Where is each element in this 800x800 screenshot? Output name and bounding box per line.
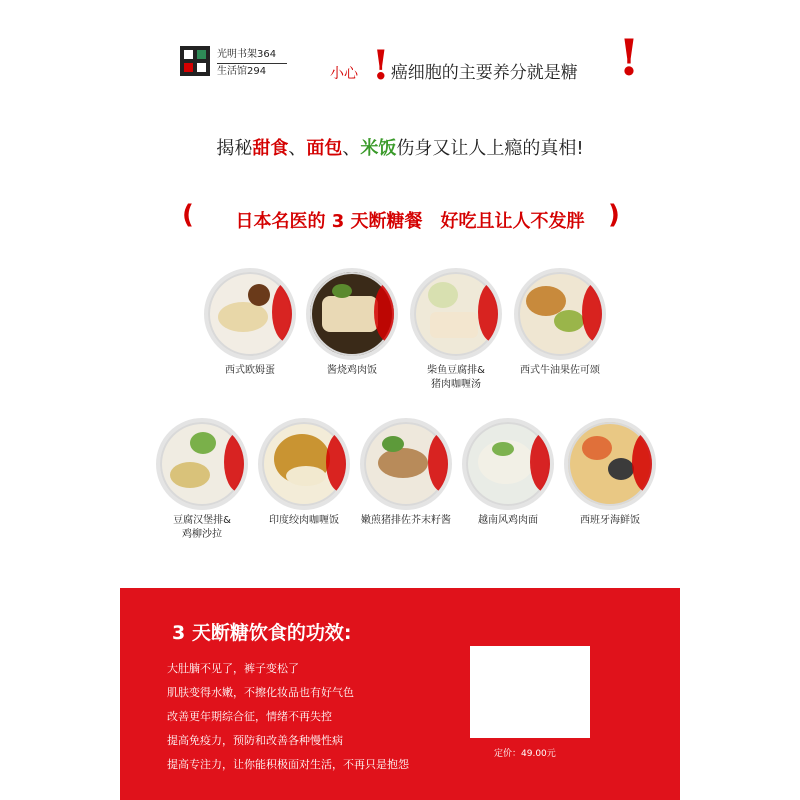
dish-caption: 西班牙海鲜饭: [580, 515, 640, 526]
panel-title: 3 天断糖饮食的功效:: [172, 622, 352, 644]
benefits-panel: [120, 588, 680, 800]
headline: [330, 58, 578, 83]
dish-caption: 酱烧鸡肉饭: [327, 365, 377, 376]
headline-prefix: 小心: [330, 66, 358, 82]
headline-main: 癌细胞的主要养分就是糖: [390, 63, 578, 83]
exclamation-icon: !: [372, 42, 390, 89]
dish-photo: [360, 418, 452, 510]
subtitle: [0, 134, 800, 160]
dish-caption: 豆腐汉堡排& 鸡柳沙拉: [173, 515, 231, 540]
dish-photo: [514, 268, 606, 360]
benefit-item: 肌肤变得水嫩，不擦化妆品也有好气色: [167, 686, 354, 699]
dish-photo: [462, 418, 554, 510]
dish-photo: [258, 418, 350, 510]
series-line-1: 光明书架364: [217, 49, 277, 60]
dish-photo: [204, 268, 296, 360]
series-label: [217, 48, 287, 79]
dish-card: [396, 268, 516, 392]
dish-caption: 西式欧姆蛋: [225, 365, 275, 376]
subtitle-highlight-bread: 面包: [306, 138, 343, 159]
subtitle-separator: 、: [288, 138, 307, 159]
dish-photo: [564, 418, 656, 510]
dish-caption: 柴鱼豆腐排& 猪肉咖喱汤: [427, 365, 485, 390]
subtitle-text: 伤身又让人上瘾的真相!: [396, 138, 584, 159]
banner: 日本名医的 3 天断糖餐 好吃且让人不发胖: [235, 211, 585, 232]
subtitle-separator: 、: [342, 138, 361, 159]
dish-photo: [410, 268, 502, 360]
dish-caption: 嫩煎猪排佐芥末籽酱: [361, 515, 451, 526]
price-label: 定价：49.00元: [494, 749, 556, 759]
dish-photo: [156, 418, 248, 510]
benefit-item: 提高免疫力，预防和改善各种慢性病: [167, 734, 343, 747]
benefit-item: 大肚腩不见了，裤子变松了: [167, 662, 299, 675]
subtitle-highlight-rice: 米饭: [360, 138, 397, 159]
subtitle-highlight-sweets: 甜食: [252, 138, 289, 159]
subtitle-text: 揭秘: [216, 138, 253, 159]
exclamation-icon: !: [618, 28, 640, 87]
dish-card: [292, 268, 412, 378]
right-bracket: ): [608, 200, 620, 230]
series-divider: [217, 63, 287, 64]
benefit-item: 提高专注力，让你能积极面对生活，不再只是抱怨: [167, 758, 409, 771]
benefit-item: 改善更年期综合征，情绪不再失控: [167, 710, 332, 723]
dish-card: [500, 268, 620, 378]
dish-caption: 印度绞肉咖喱饭: [269, 515, 339, 526]
dish-photo: [306, 268, 398, 360]
dish-caption: 西式牛油果佐可颂: [520, 365, 600, 376]
series-line-2: 生活馆294: [217, 66, 267, 77]
left-bracket: (: [182, 200, 194, 230]
dish-caption: 越南风鸡肉面: [478, 515, 538, 526]
dish-card: [550, 418, 670, 528]
barcode-area: [470, 646, 590, 738]
publisher-logo-icon: [180, 46, 210, 76]
